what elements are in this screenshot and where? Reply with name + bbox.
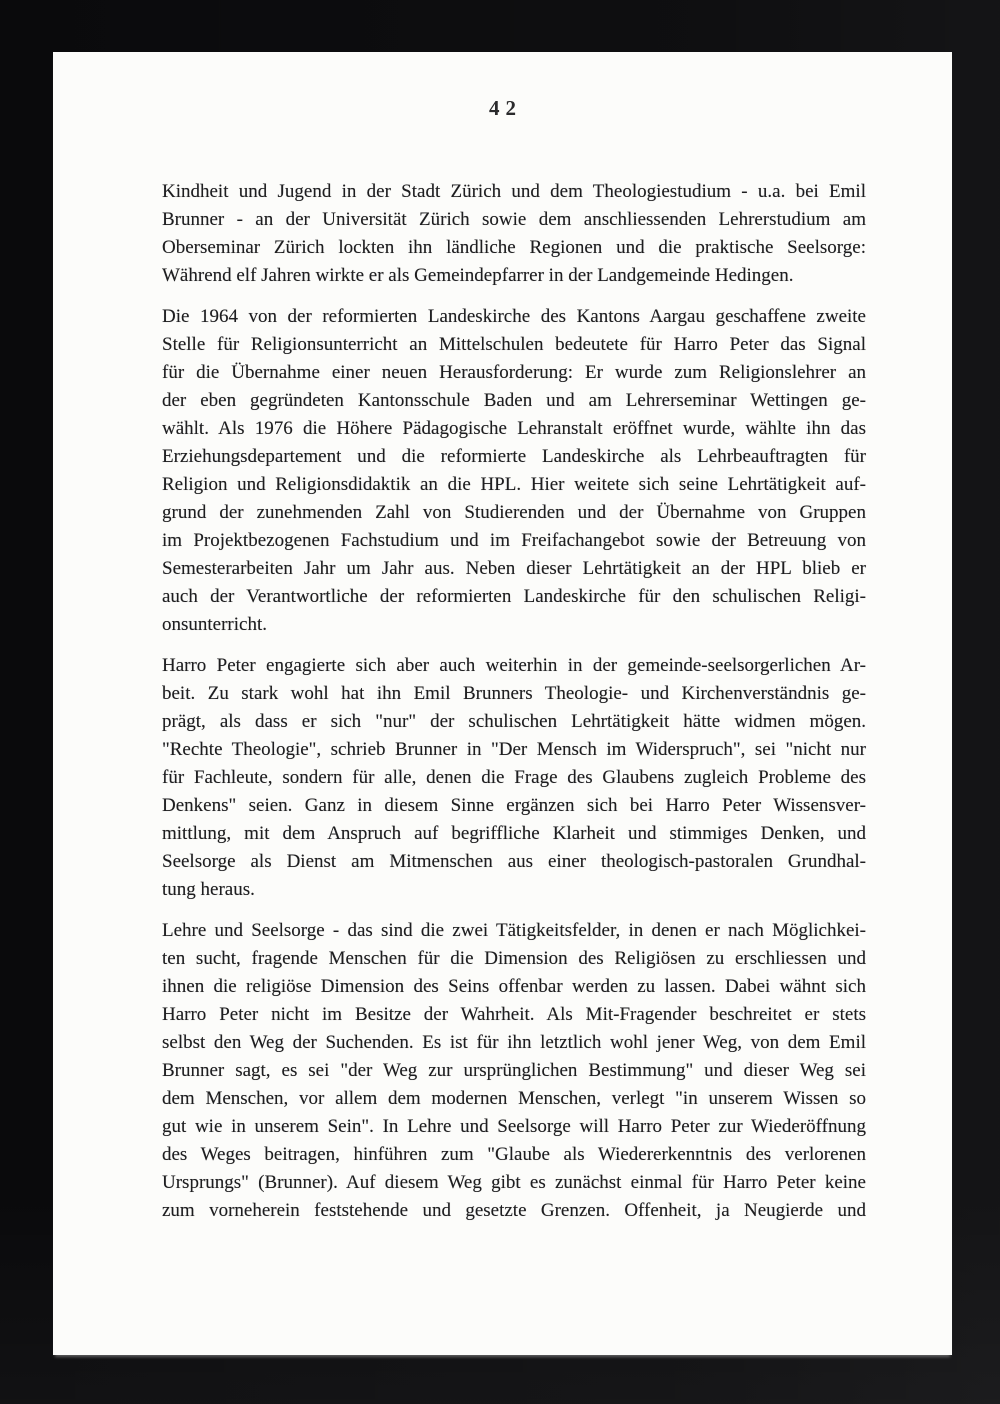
text-line: Seelsorge als Dienst am Mitmenschen aus einer theologisch-pastoralen Grundhal-: [162, 851, 866, 872]
text-line: Während elf Jahren wirkte er als Gemeindepfarrer in der Landgemeinde Hedingen.: [162, 265, 794, 286]
text-line: Die 1964 von der reformierten Landeskirche des Kantons Aargau geschaffene zweite: [162, 306, 866, 327]
text-line: Religion und Religionsdidaktik an die HPL. Hier weitete sich seine Lehrtätigkeit auf-: [162, 474, 866, 495]
paragraph: [162, 652, 866, 904]
text-line: Kindheit und Jugend in der Stadt Zürich und dem Theologiestudium - u.a. bei Emil: [162, 181, 866, 202]
paragraph: [162, 917, 866, 1225]
text-line: gut wie in unserem Sein". In Lehre und Seelsorge will Harro Peter zur Wiederöffnung: [162, 1116, 866, 1137]
text-line: prägt, als dass er sich "nur" der schulischen Lehrtätigkeit hätte widmen mögen.: [162, 711, 866, 732]
text-line: mittlung, mit dem Anspruch auf begriffliche Klarheit und stimmiges Denken, und: [162, 823, 866, 844]
text-line: der eben gegründeten Kantonsschule Baden und am Lehrerseminar Wettingen ge-: [162, 390, 866, 411]
text-line: Oberseminar Zürich lockten ihn ländliche Regionen und die praktische Seelsorge:: [162, 237, 866, 258]
text-line: zum vorneherein feststehende und gesetzte Grenzen. Offenheit, ja Neugierde und: [162, 1200, 866, 1221]
page-text: [162, 178, 866, 1225]
text-line: für die Übernahme einer neuen Herausforderung: Er wurde zum Religionslehrer an: [162, 362, 866, 383]
paragraph: [162, 303, 866, 639]
text-line: des Weges beitragen, hinführen zum "Glaube als Wiedererkenntnis des verlorenen: [162, 1144, 866, 1165]
text-line: auch der Verantwortliche der reformierten Landeskirche für den schulischen Religi-: [162, 586, 866, 607]
text-line: wählt. Als 1976 die Höhere Pädagogische Lehranstalt eröffnet wurde, wählte ihn das: [162, 418, 866, 439]
text-line: für Fachleute, sondern für alle, denen die Frage des Glaubens zugleich Probleme des: [162, 767, 866, 788]
text-line: dem Menschen, vor allem dem modernen Menschen, verlegt "in unserem Wissen so: [162, 1088, 866, 1109]
text-line: onsunterricht.: [162, 614, 268, 635]
text-line: Lehre und Seelsorge - das sind die zwei Tätigkeitsfelder, in denen er nach Möglichkei-: [162, 920, 866, 941]
text-line: im Projektbezogenen Fachstudium und im Freifachangebot sowie der Betreuung von: [162, 530, 866, 551]
text-line: Brunner - an der Universität Zürich sowie dem anschliessenden Lehrerstudium am: [162, 209, 866, 230]
book-page: [53, 52, 952, 1355]
text-line: ten sucht, fragende Menschen für die Dimension des Religiösen zu erschliessen und: [162, 948, 866, 969]
text-line: Erziehungsdepartement und die reformierte Landeskirche als Lehrbeauftragten für: [162, 446, 866, 467]
text-line: Denkens" seien. Ganz in diesem Sinne ergänzen sich bei Harro Peter Wissensver-: [162, 795, 866, 816]
text-line: "Rechte Theologie", schrieb Brunner in "Der Mensch im Widerspruch", sei "nicht nur: [162, 739, 866, 760]
text-line: Semesterarbeiten Jahr um Jahr aus. Neben dieser Lehrtätigkeit an der HPL blieb er: [162, 558, 866, 579]
text-line: Stelle für Religionsunterricht an Mittelschulen bedeutete für Harro Peter das Signal: [162, 334, 866, 355]
text-line: Harro Peter nicht im Besitze der Wahrheit. Als Mit-Fragender beschreitet er stets: [162, 1004, 866, 1025]
text-line: Ursprungs" (Brunner). Auf diesem Weg gibt es zunächst einmal für Harro Peter keine: [162, 1172, 866, 1193]
text-line: grund der zunehmenden Zahl von Studierenden und der Übernahme von Gruppen: [162, 502, 866, 523]
text-line: tung heraus.: [162, 879, 255, 900]
page-number: 42: [489, 96, 522, 120]
text-line: Brunner sagt, es sei "der Weg zur ursprünglichen Bestimmung" und dieser Weg sei: [162, 1060, 866, 1081]
text-line: ihnen die religiöse Dimension des Seins offenbar werden zu lassen. Dabei wähnt sich: [162, 976, 866, 997]
paragraph: [162, 178, 866, 290]
text-line: Harro Peter engagierte sich aber auch weiterhin in der gemeinde-seelsorgerlichen Ar-: [162, 655, 866, 676]
text-line: beit. Zu stark wohl hat ihn Emil Brunners Theologie- und Kirchenverständnis ge-: [162, 683, 866, 704]
text-line: selbst den Weg der Suchenden. Es ist für ihn letztlich wohl jener Weg, von dem Emil: [162, 1032, 866, 1053]
